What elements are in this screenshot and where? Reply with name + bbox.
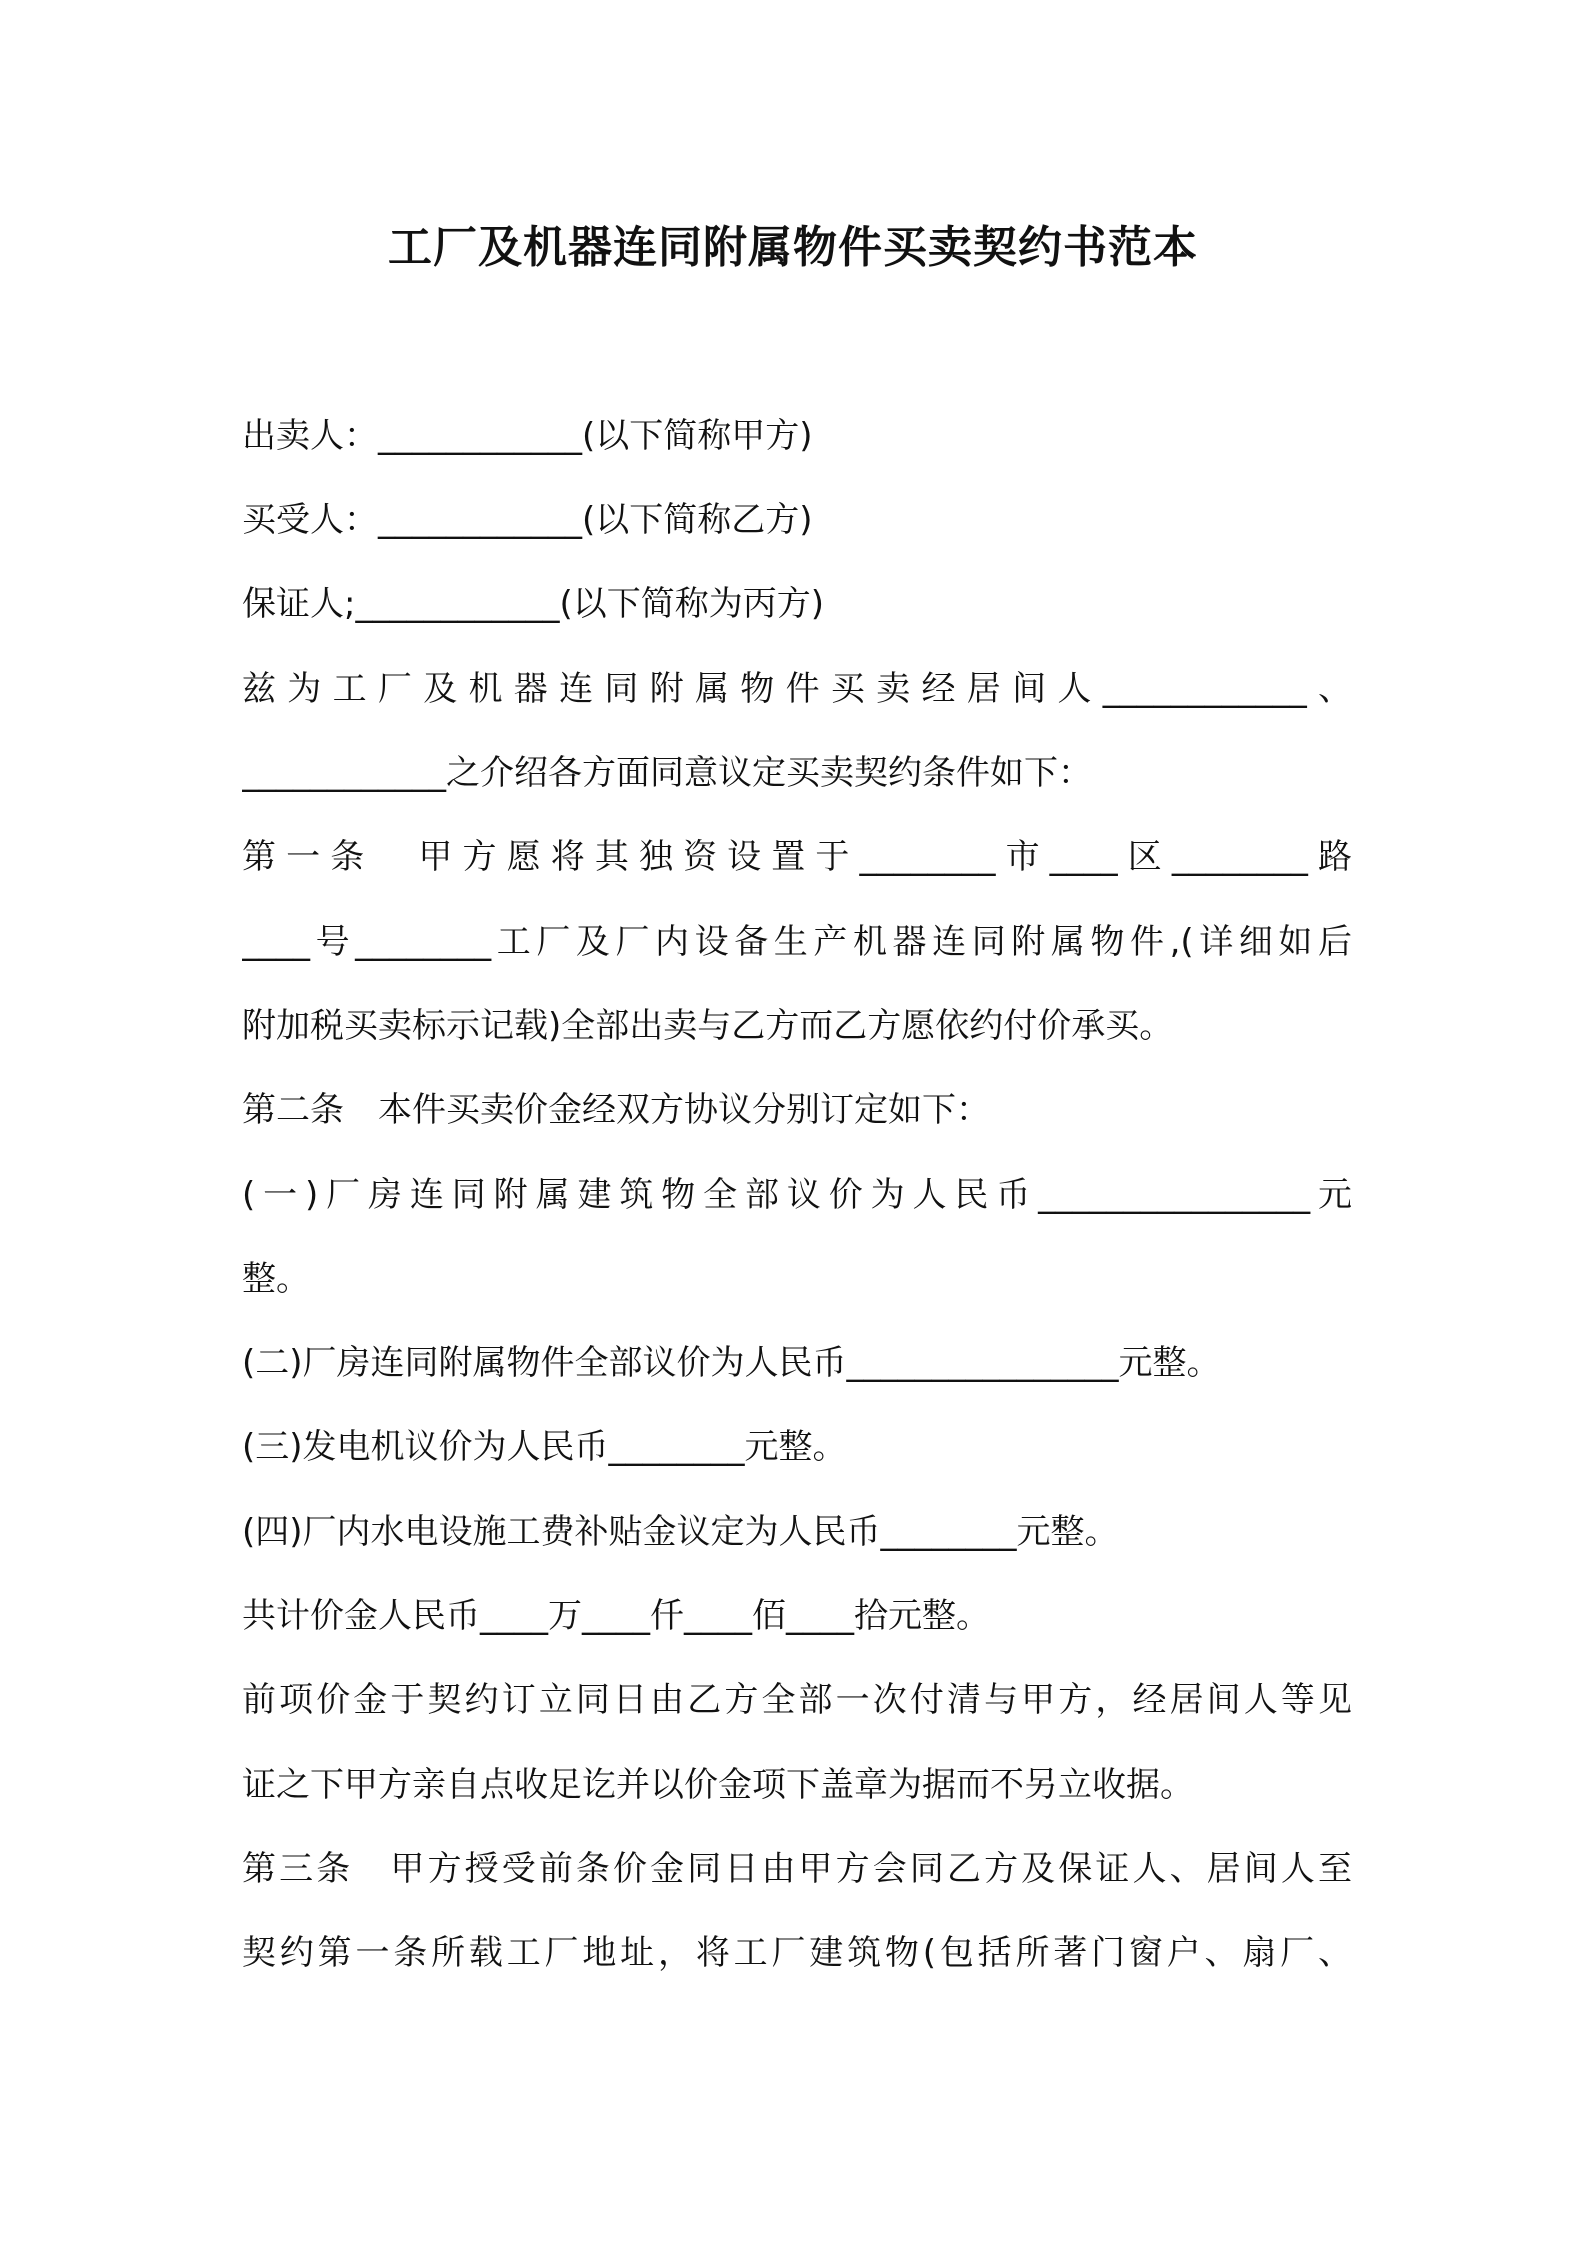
price-item-two-line: (二)厂房连同附属物件全部议价为人民币________________元整。 (242, 1343, 1221, 1383)
paragraph-line: 附加税买卖标示记载)全部出卖与乙方而乙方愿依约付价承买。 (242, 1006, 1174, 1046)
paragraph-line: 兹为工厂及机器连同附属物件买卖经居间人____________、 (242, 669, 1352, 709)
paragraph-line: 前项价金于契约订立同日由乙方全部一次付清与甲方，经居间人等见 (242, 1680, 1352, 1720)
price-item-one-line: (一)厂房连同附属建筑物全部议价为人民币________________元 (242, 1175, 1352, 1215)
paragraph-line: ____________之介绍各方面同意议定买卖契约条件如下： (242, 753, 1092, 793)
paragraph-line: 整。 (242, 1259, 310, 1299)
article-three-line: 第三条 甲方授受前条价金同日由甲方会同乙方及保证人、居间人至 (242, 1849, 1352, 1889)
article-one-line: 第一条 甲方愿将其独资设置于________市____区________路 (242, 837, 1352, 877)
paragraph-line: 契约第一条所载工厂地址，将工厂建筑物(包括所著门窗户、扇厂、 (242, 1933, 1352, 1973)
guarantor-line: 保证人;____________(以下简称为丙方) (242, 584, 824, 624)
price-item-four-line: (四)厂内水电设施工费补贴金议定为人民币________元整。 (242, 1512, 1119, 1552)
seller-line: 出卖人：____________(以下简称甲方) (242, 416, 813, 456)
paragraph-line: 证之下甲方亲自点收足讫并以价金项下盖章为据而不另立收据。 (242, 1765, 1194, 1805)
total-price-line: 共计价金人民币____万____仟____佰____拾元整。 (242, 1596, 990, 1636)
paragraph-line: ____号________工厂及厂内设备生产机器连同附属物件,(详细如后 (242, 922, 1352, 962)
article-two-line: 第二条 本件买卖价金经双方协议分别订定如下： (242, 1090, 990, 1130)
buyer-line: 买受人：____________(以下简称乙方) (242, 500, 813, 540)
document-title: 工厂及机器连同附属物件买卖契约书范本 (388, 222, 1198, 273)
price-item-three-line: (三)发电机议价为人民币________元整。 (242, 1427, 847, 1467)
